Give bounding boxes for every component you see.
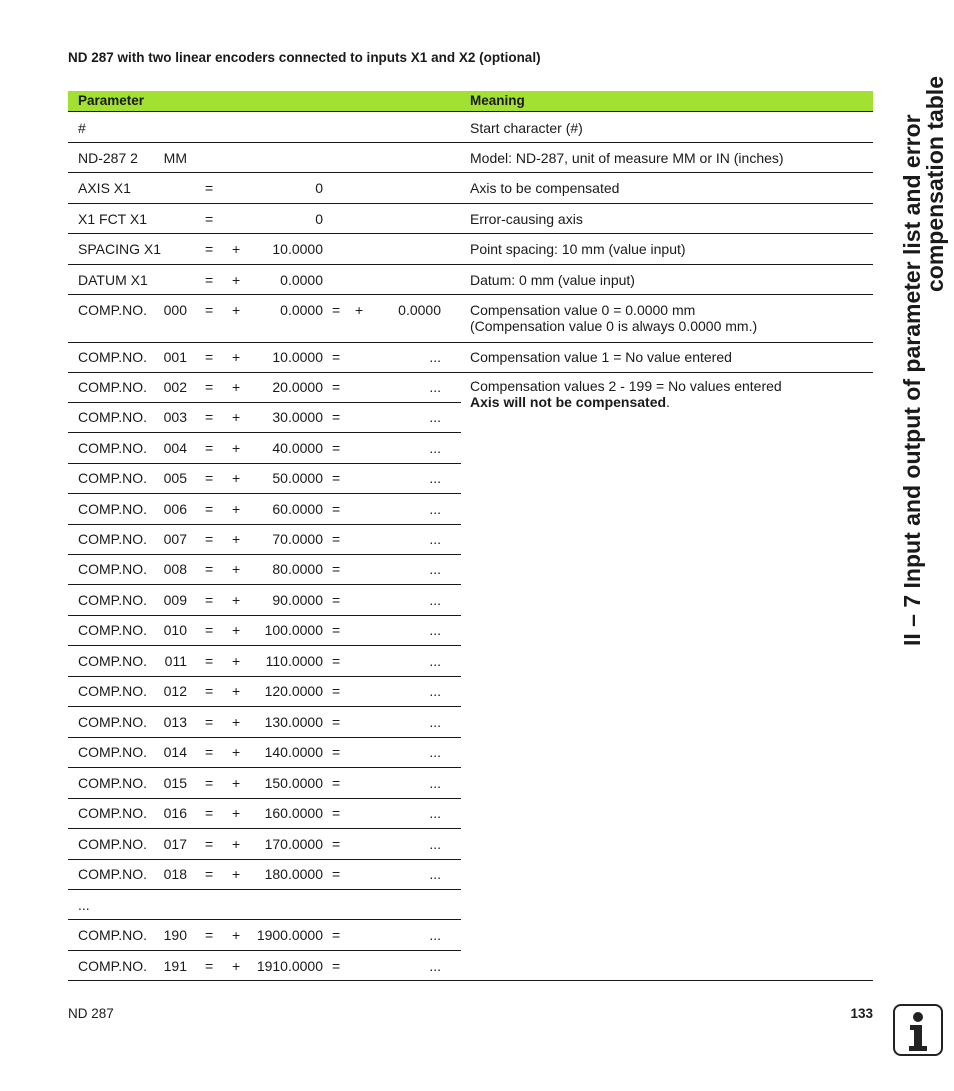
- table-bottom-rule: [68, 980, 873, 981]
- cell-c3: =: [205, 409, 214, 425]
- cell-c2: 003: [163, 409, 187, 425]
- comp-meaning: [470, 378, 782, 410]
- table-header: [68, 91, 873, 111]
- cell-c6: =: [332, 683, 341, 699]
- cell-c1: COMP.NO.: [78, 349, 147, 365]
- cell-c5: 140.0000: [264, 744, 323, 760]
- cell-c4: +: [232, 958, 241, 974]
- cell-c2: 001: [163, 349, 187, 365]
- cell-c3: =: [205, 683, 214, 699]
- cell-c6: =: [332, 653, 341, 669]
- cell-c2: 016: [163, 805, 187, 821]
- comp-meaning-warning: Axis will not be compensated: [470, 394, 667, 410]
- cell-c3: =: [205, 866, 214, 882]
- row-divider: [68, 737, 461, 738]
- cell-c1: COMP.NO.: [78, 836, 147, 852]
- cell-c6: =: [332, 927, 341, 943]
- row-divider: [68, 342, 873, 343]
- cell-c4: +: [232, 349, 241, 365]
- cell-c8: ...: [429, 409, 441, 425]
- cell-meaning: Datum: 0 mm (value input): [470, 272, 635, 288]
- row-divider: [68, 859, 461, 860]
- cell-c3: =: [205, 272, 214, 288]
- row-divider: [68, 233, 873, 234]
- row-divider: [68, 493, 461, 494]
- cell-c5: 70.0000: [272, 531, 323, 547]
- cell-c5: 1900.0000: [256, 927, 323, 943]
- cell-c1: COMP.NO.: [78, 927, 147, 943]
- cell-c6: =: [332, 958, 341, 974]
- cell-c2: 013: [163, 714, 187, 730]
- cell-c1: X1 FCT X1: [78, 211, 147, 227]
- cell-c5: 20.0000: [272, 379, 323, 395]
- cell-c6: =: [332, 379, 341, 395]
- cell-c2: 002: [163, 379, 187, 395]
- table-row: [68, 835, 873, 865]
- cell-c3: =: [205, 622, 214, 638]
- cell-c4: +: [232, 302, 241, 318]
- cell-c1: DATUM X1: [78, 272, 148, 288]
- cell-c4: +: [232, 531, 241, 547]
- table-row: [68, 652, 873, 682]
- cell-meaning: Compensation value 1 = No value entered: [470, 349, 732, 365]
- cell-c8: ...: [429, 592, 441, 608]
- table-row: [68, 804, 873, 834]
- cell-c4: +: [232, 592, 241, 608]
- cell-c1: COMP.NO.: [78, 379, 147, 395]
- row-divider: [68, 645, 461, 646]
- cell-c5: 90.0000: [272, 592, 323, 608]
- table-row: [68, 271, 873, 301]
- cell-c5: 10.0000: [272, 349, 323, 365]
- cell-c2: 012: [163, 683, 187, 699]
- cell-c5: 180.0000: [264, 866, 323, 882]
- cell-c5: 60.0000: [272, 501, 323, 517]
- cell-c3: =: [205, 440, 214, 456]
- cell-c8: ...: [429, 349, 441, 365]
- cell-c8: ...: [429, 836, 441, 852]
- cell-c2: MM: [163, 150, 187, 166]
- row-divider: [68, 463, 461, 464]
- cell-c1: COMP.NO.: [78, 775, 147, 791]
- cell-c5: 110.0000: [265, 653, 323, 669]
- comp-meaning-text: Compensation values 2 - 199 = No values entered: [470, 378, 782, 394]
- row-divider: [68, 889, 461, 890]
- cell-c1: COMP.NO.: [78, 744, 147, 760]
- cell-c5: 80.0000: [272, 561, 323, 577]
- cell-c1: AXIS X1: [78, 180, 131, 196]
- cell-c4: +: [232, 866, 241, 882]
- cell-c6: =: [332, 302, 341, 318]
- cell-c2: 009: [163, 592, 187, 608]
- cell-c3: =: [205, 180, 214, 196]
- table-row: [68, 179, 873, 209]
- cell-c1: COMP.NO.: [78, 714, 147, 730]
- cell-c8: ...: [429, 653, 441, 669]
- table-row: [68, 591, 873, 621]
- table-row: [68, 240, 873, 270]
- row-divider: [68, 172, 873, 173]
- cell-c1: COMP.NO.: [78, 958, 147, 974]
- cell-meaning: Axis to be compensated: [470, 180, 620, 196]
- cell-c5: 160.0000: [264, 805, 323, 821]
- cell-c6: =: [332, 531, 341, 547]
- cell-c1: ND-287 2: [78, 150, 138, 166]
- row-divider: [68, 828, 461, 829]
- cell-c4: +: [232, 241, 241, 257]
- cell-c8: ...: [429, 805, 441, 821]
- cell-c5: 10.0000: [272, 241, 323, 257]
- cell-c3: =: [205, 653, 214, 669]
- cell-meaning: Model: ND-287, unit of measure MM or IN (inches): [470, 150, 784, 166]
- row-divider: [68, 950, 461, 951]
- side-title-line2: compensation table: [922, 76, 948, 292]
- cell-c3: =: [205, 714, 214, 730]
- cell-c5: 30.0000: [272, 409, 323, 425]
- header-parameter: Parameter: [78, 93, 145, 108]
- footer-page-number: 133: [850, 1006, 873, 1021]
- cell-c5: 120.0000: [264, 683, 323, 699]
- table-row: [68, 301, 873, 334]
- cell-c6: =: [332, 349, 341, 365]
- row-divider: [68, 294, 873, 295]
- table-row: [68, 957, 873, 987]
- cell-c3: =: [205, 592, 214, 608]
- cell-c8: ...: [429, 622, 441, 638]
- cell-c1: COMP.NO.: [78, 501, 147, 517]
- row-divider: [68, 264, 873, 265]
- cell-c5: 170.0000: [264, 836, 323, 852]
- cell-c3: =: [205, 379, 214, 395]
- cell-c4: +: [232, 379, 241, 395]
- cell-c3: =: [205, 958, 214, 974]
- cell-c8: ...: [429, 927, 441, 943]
- cell-c8: ...: [429, 440, 441, 456]
- table-row: [68, 774, 873, 804]
- cell-c1: COMP.NO.: [78, 653, 147, 669]
- cell-c5: 150.0000: [264, 775, 323, 791]
- table-row: [68, 439, 873, 469]
- row-divider: [68, 798, 461, 799]
- cell-c1: COMP.NO.: [78, 683, 147, 699]
- cell-meaning: Point spacing: 10 mm (value input): [470, 241, 686, 257]
- row-divider: [68, 919, 461, 920]
- cell-c4: +: [232, 836, 241, 852]
- cell-c8: ...: [429, 379, 441, 395]
- cell-c8: ...: [429, 866, 441, 882]
- cell-c2: 017: [163, 836, 187, 852]
- cell-c4: +: [232, 744, 241, 760]
- cell-c3: =: [205, 775, 214, 791]
- section-heading: ND 287 with two linear encoders connected to inputs X1 and X2 (optional): [68, 50, 541, 65]
- cell-c4: +: [232, 440, 241, 456]
- cell-c5: 1910.0000: [256, 958, 323, 974]
- cell-c3: =: [205, 561, 214, 577]
- cell-c6: =: [332, 805, 341, 821]
- table-row: [68, 560, 873, 590]
- cell-c1: COMP.NO.: [78, 592, 147, 608]
- cell-c1: COMP.NO.: [78, 409, 147, 425]
- cell-c5: 130.0000: [264, 714, 323, 730]
- header-underline: [68, 111, 873, 112]
- row-divider: [68, 706, 461, 707]
- table-row: [68, 348, 873, 378]
- cell-meaning: Start character (#): [470, 120, 583, 136]
- row-divider: [68, 554, 461, 555]
- cell-c4: +: [232, 470, 241, 486]
- cell-c2: 006: [163, 501, 187, 517]
- table-row: [68, 119, 873, 149]
- cell-c3: =: [205, 836, 214, 852]
- cell-c1: COMP.NO.: [78, 302, 147, 318]
- cell-c3: =: [205, 805, 214, 821]
- cell-c3: =: [205, 501, 214, 517]
- cell-c8: ...: [429, 683, 441, 699]
- cell-c8: ...: [429, 714, 441, 730]
- cell-c6: =: [332, 409, 341, 425]
- cell-c2: 011: [164, 653, 187, 669]
- cell-c2: 015: [163, 775, 187, 791]
- table-row: [68, 621, 873, 651]
- cell-c6: =: [332, 440, 341, 456]
- cell-c6: =: [332, 622, 341, 638]
- cell-c6: =: [332, 561, 341, 577]
- footer-product: ND 287: [68, 1006, 114, 1021]
- cell-c3: =: [205, 349, 214, 365]
- cell-c3: =: [205, 470, 214, 486]
- cell-c4: +: [232, 561, 241, 577]
- cell-c2: 008: [163, 561, 187, 577]
- side-title-line1: II – 7 Input and output of parameter list and error: [899, 114, 925, 646]
- cell-c4: +: [232, 622, 241, 638]
- table-row: [68, 865, 873, 895]
- cell-c4: +: [232, 927, 241, 943]
- table-row: [68, 896, 873, 926]
- table-row: [68, 743, 873, 773]
- row-divider: [68, 142, 873, 143]
- cell-c6: =: [332, 470, 341, 486]
- cell-c6: =: [332, 714, 341, 730]
- cell-c6: =: [332, 866, 341, 882]
- info-icon: [893, 1004, 943, 1056]
- cell-c5: 0: [315, 180, 323, 196]
- cell-c8: ...: [429, 470, 441, 486]
- cell-c4: +: [232, 683, 241, 699]
- cell-c1: #: [78, 120, 86, 136]
- table-row: [68, 530, 873, 560]
- cell-c1: ...: [78, 897, 90, 913]
- row-divider: [68, 372, 873, 373]
- row-divider: [68, 676, 461, 677]
- chapter-side-title: [868, 50, 948, 648]
- cell-c6: =: [332, 744, 341, 760]
- cell-c6: =: [332, 501, 341, 517]
- table-row: [68, 149, 873, 179]
- table-row: [68, 210, 873, 240]
- cell-c2: 004: [163, 440, 187, 456]
- header-meaning: Meaning: [470, 93, 525, 108]
- cell-c8: ...: [429, 744, 441, 760]
- cell-meaning-note: (Compensation value 0 is always 0.0000 mm.): [470, 318, 758, 334]
- cell-c2: 000: [163, 302, 187, 318]
- cell-c2: 190: [163, 927, 187, 943]
- cell-c2: 018: [163, 866, 187, 882]
- cell-c1: COMP.NO.: [78, 866, 147, 882]
- cell-c8: ...: [429, 775, 441, 791]
- table-row: [68, 713, 873, 743]
- cell-c5: 100.0000: [264, 622, 323, 638]
- cell-c3: =: [205, 241, 214, 257]
- cell-c2: 007: [163, 531, 187, 547]
- cell-c4: +: [232, 653, 241, 669]
- cell-c5: 0: [315, 211, 323, 227]
- cell-c6: =: [332, 775, 341, 791]
- table-row: [68, 682, 873, 712]
- cell-c1: COMP.NO.: [78, 470, 147, 486]
- table-row: [68, 926, 873, 956]
- row-divider: [68, 767, 461, 768]
- table-row: [68, 408, 873, 438]
- cell-c1: COMP.NO.: [78, 622, 147, 638]
- cell-c5: 40.0000: [272, 440, 323, 456]
- row-divider: [68, 402, 461, 403]
- cell-c1: COMP.NO.: [78, 440, 147, 456]
- cell-c2: 010: [163, 622, 187, 638]
- cell-c7: +: [355, 302, 364, 318]
- cell-c4: +: [232, 501, 241, 517]
- cell-c8: ...: [429, 531, 441, 547]
- cell-c3: =: [205, 927, 214, 943]
- row-divider: [68, 524, 461, 525]
- cell-c6: =: [332, 592, 341, 608]
- cell-c4: +: [232, 409, 241, 425]
- cell-c1: SPACING X1: [78, 241, 161, 257]
- cell-c3: =: [205, 744, 214, 760]
- cell-c3: =: [205, 302, 214, 318]
- cell-c5: 0.0000: [280, 302, 323, 318]
- cell-meaning: Compensation value 0 = 0.0000 mm: [470, 302, 696, 318]
- cell-c8: ...: [429, 561, 441, 577]
- table-row: [68, 469, 873, 499]
- cell-c4: +: [232, 272, 241, 288]
- row-divider: [68, 203, 873, 204]
- cell-c5: 50.0000: [272, 470, 323, 486]
- cell-c2: 191: [163, 958, 187, 974]
- cell-c8: 0.0000: [398, 302, 441, 318]
- cell-c5: 0.0000: [280, 272, 323, 288]
- row-divider: [68, 615, 461, 616]
- cell-meaning: Error-causing axis: [470, 211, 583, 227]
- cell-c3: =: [205, 531, 214, 547]
- cell-c4: +: [232, 805, 241, 821]
- cell-c4: +: [232, 714, 241, 730]
- cell-c8: ...: [429, 958, 441, 974]
- row-divider: [68, 584, 461, 585]
- cell-c1: COMP.NO.: [78, 805, 147, 821]
- comp-meaning-suffix: .: [666, 394, 670, 410]
- cell-c1: COMP.NO.: [78, 561, 147, 577]
- cell-c2: 005: [163, 470, 187, 486]
- cell-c3: =: [205, 211, 214, 227]
- row-divider: [68, 432, 461, 433]
- cell-c2: 014: [163, 744, 187, 760]
- cell-c4: +: [232, 775, 241, 791]
- cell-c6: =: [332, 836, 341, 852]
- table-row: [68, 500, 873, 530]
- cell-c1: COMP.NO.: [78, 531, 147, 547]
- cell-c8: ...: [429, 501, 441, 517]
